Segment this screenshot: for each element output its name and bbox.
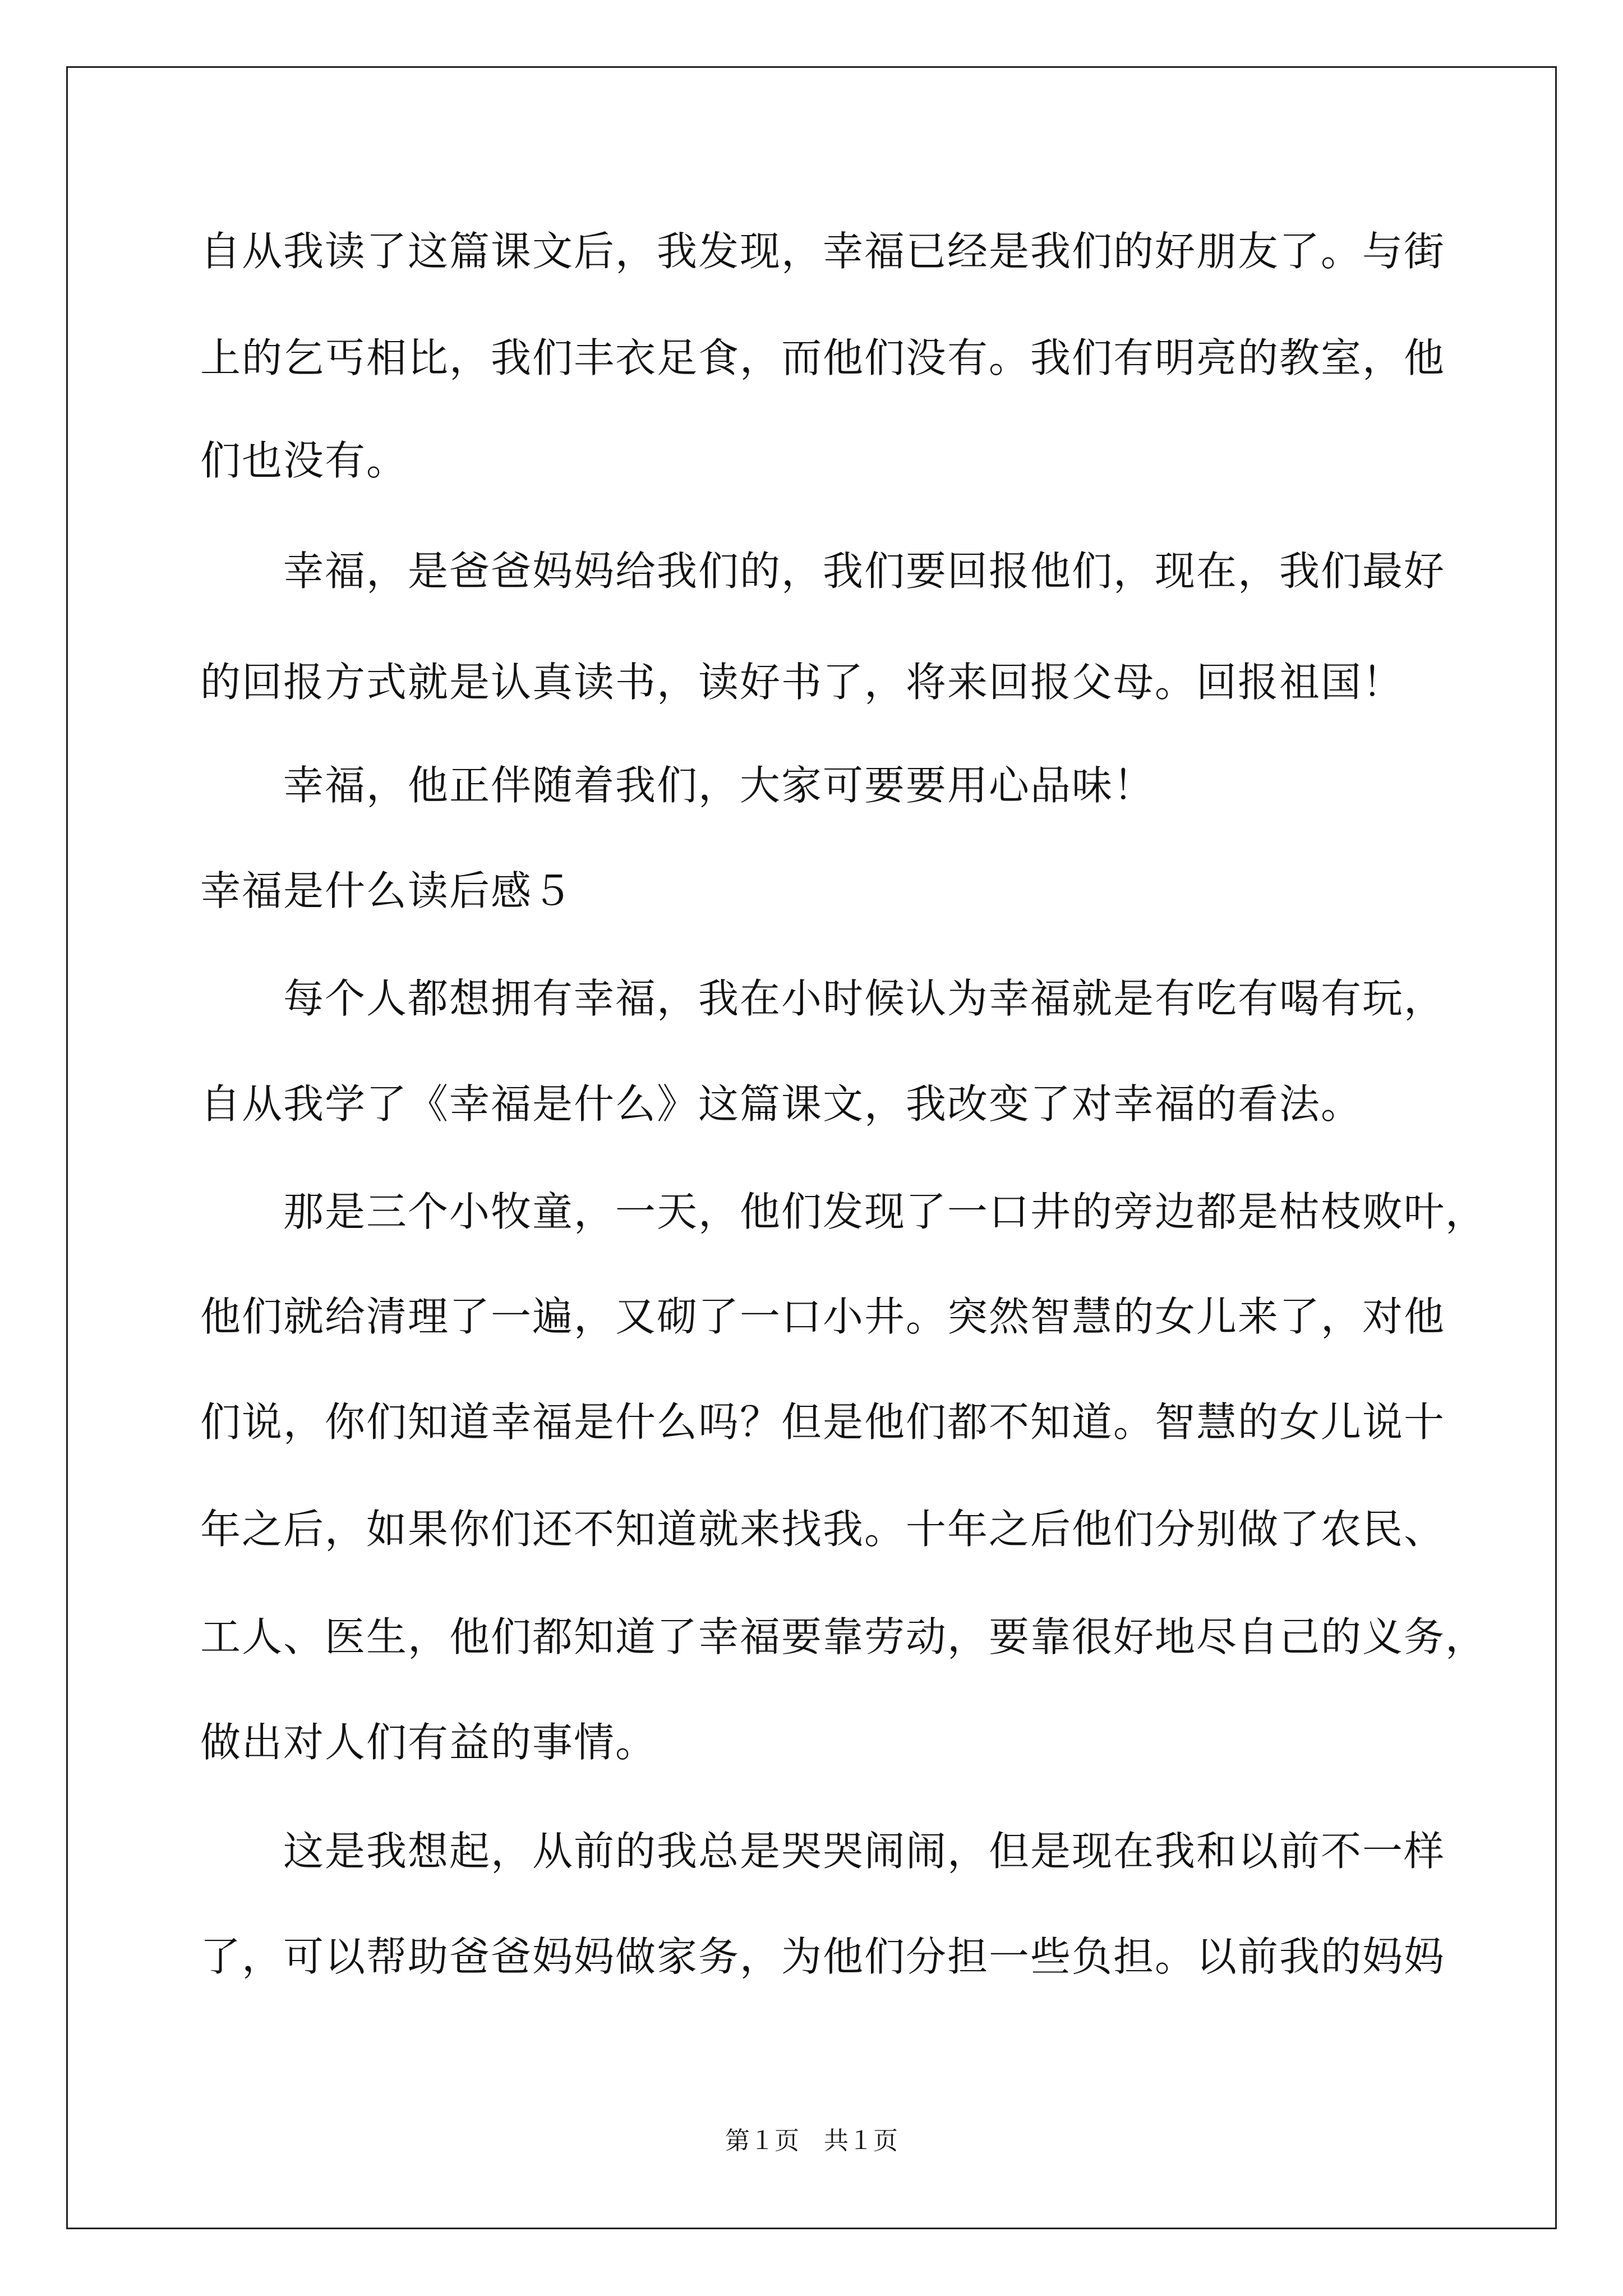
text-line: 幸福，他正伴随着我们，大家可要要用心品味！ xyxy=(283,762,1155,809)
page-number-footer: 第１页 共１页 xyxy=(725,2127,898,2155)
text-line: 们说，你们知道幸福是什么吗？但是他们都不知道。智慧的女儿说十 xyxy=(200,1398,1446,1446)
text-line: 自从我读了这篇课文后，我发现，幸福已经是我们的好朋友了。与街 xyxy=(200,228,1446,275)
text-line: 那是三个小牧童，一天，他们发现了一口井的旁边都是枯枝败叶， xyxy=(283,1188,1487,1235)
text-line: 这是我想起，从前的我总是哭哭闹闹，但是现在我和以前不一样 xyxy=(283,1828,1446,1875)
section-heading: 幸福是什么读后感５ xyxy=(200,867,574,914)
text-line: 年之后，如果你们还不知道就来找我。十年之后他们分别做了农民、 xyxy=(200,1506,1446,1553)
text-line: 自从我学了《幸福是什么》这篇课文，我改变了对幸福的看法。 xyxy=(200,1080,1363,1128)
text-line: 他们就给清理了一遍，又砌了一口小井。突然智慧的女儿来了，对他 xyxy=(200,1293,1446,1340)
text-line: 上的乞丐相比，我们丰衣足食，而他们没有。我们有明亮的教室，他 xyxy=(200,334,1446,381)
text-line: 做出对人们有益的事情。 xyxy=(200,1719,657,1766)
text-line: 工人、医生，他们都知道了幸福要靠劳动，要靠很好地尽自己的义务， xyxy=(200,1613,1487,1660)
text-line: 幸福，是爸爸妈妈给我们的，我们要回报他们，现在，我们最好 xyxy=(283,547,1446,595)
text-line: 每个人都想拥有幸福，我在小时候认为幸福就是有吃有喝有玩， xyxy=(283,975,1446,1022)
text-line: 们也没有。 xyxy=(200,437,408,484)
text-line: 的回报方式就是认真读书，读好书了，将来回报父母。回报祖国！ xyxy=(200,659,1404,706)
text-line: 了，可以帮助爸爸妈妈做家务，为他们分担一些负担。以前我的妈妈 xyxy=(200,1933,1446,1980)
page-border xyxy=(66,66,1557,2229)
